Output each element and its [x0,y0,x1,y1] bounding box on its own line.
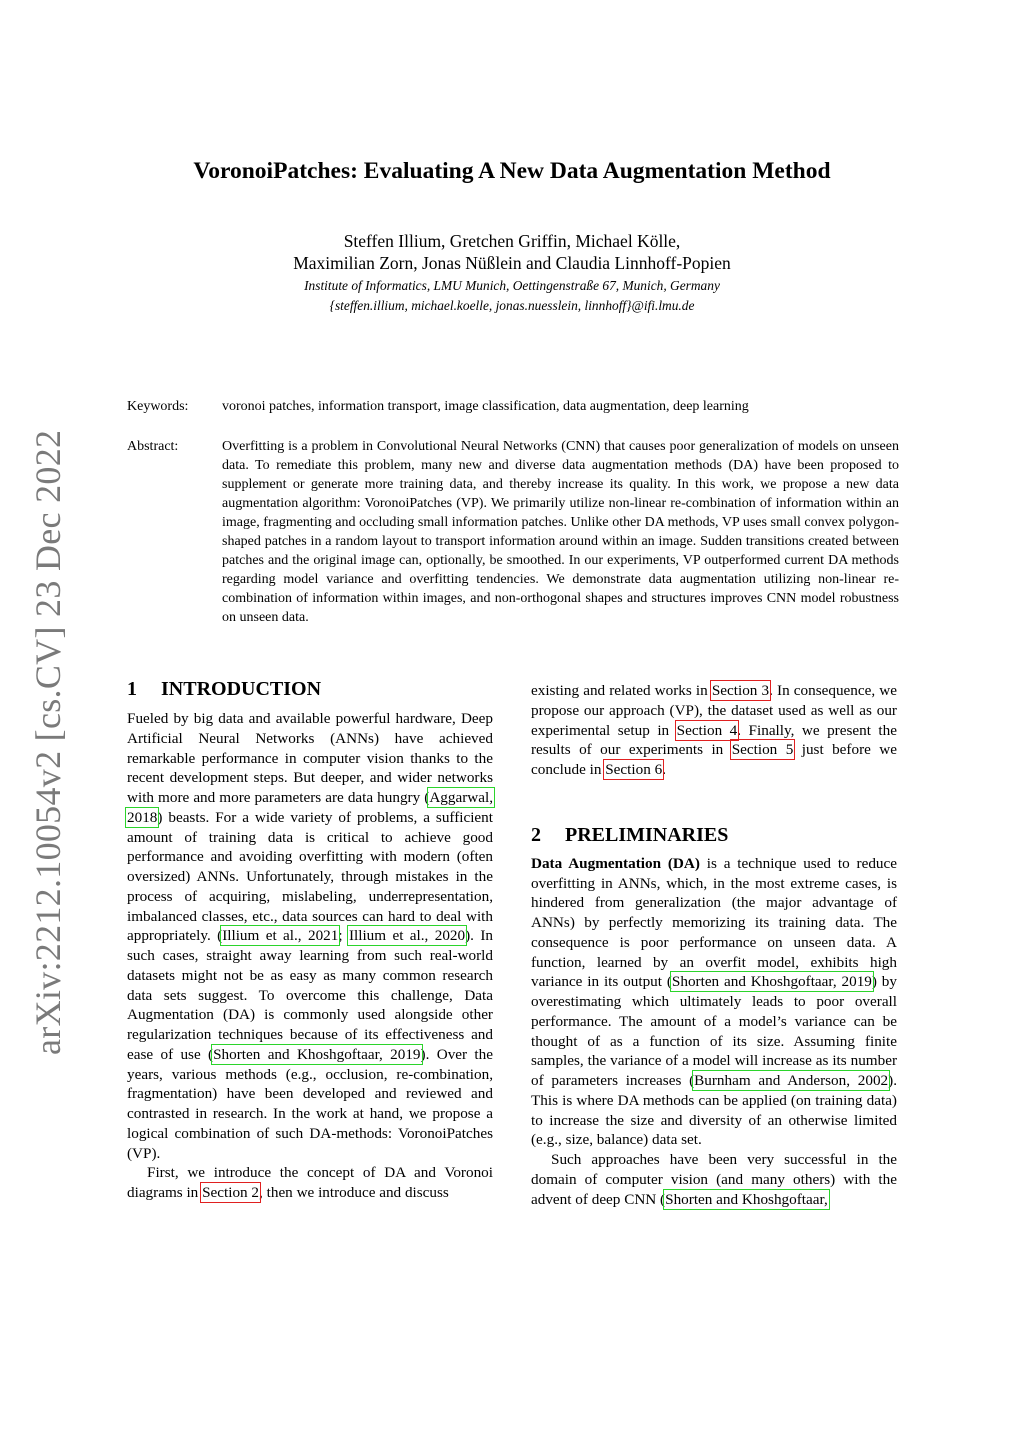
intro-paragraph-2-continued [531,681,897,780]
paragraph-text: Such approaches have been very successful in the domain of computer vision (and many others) with the advent of deep CNN ( [531,1151,897,1208]
paragraph-text: Fueled by big data and available powerful hardware, Deep Artificial Neural Networks (ANNs) have achieved remarkable performance in computer vision thanks to the recent development steps. But deeper, and wider networks with more and more parameters are data hungry ( [127,710,493,806]
authors-line-1: Steffen Illium, Gretchen Griffin, Michael Kölle, [343,231,681,251]
paragraph-text: ) beasts. For a wide variety of problems, a sufficient amount of training data is critical to achieve good performance and avoiding overfitting with modern (often oversized) ANNs. Unfortunately, through mistakes in the process of acquiring, mislabeling, underrepresentation, imbalanced classes, etc., data sources can hard to deal with appropriately. ( [127,808,493,945]
citation-link[interactable]: Shorten and Khoshgoftaar, 2019 [213,1045,421,1063]
author-list [100,230,924,274]
paragraph-text: is a technique used to reduce overfitting in ANNs, which, in the most extreme cases, is hindered from generalization (the major advantage of ANNs) by perfectly memorizing its training data. The consequence is poor performance on unseen data. A function, learned by an overfit model, exhibits high variance in its output ( [531,854,897,991]
authors-line-2: Maximilian Zorn, Jonas Nüßlein and Claudia Linnhoff-Popien [293,253,731,273]
affiliation: Institute of Informatics, LMU Munich, Oettingenstraße 67, Munich, Germany [304,278,720,293]
section-reference-link[interactable]: Section 6 [605,761,663,778]
section-title: PRELIMINARIES [565,823,729,846]
paragraph-text: , then we introduce and discuss [259,1184,449,1201]
paragraph-text: ) by overestimating which ultimately leads to poor overall performance. The amount of a model’s variance can be thought of as a function of its size. Assuming finite samples, the variance of a model will increase as its number of parameters increases ( [531,973,897,1089]
citation-link[interactable]: Shorten and Khoshgoftaar, 2019 [671,973,872,991]
citation-link[interactable]: Burnham and Anderson, 2002 [694,1072,889,1089]
right-column [531,681,897,1209]
section-title: INTRODUCTION [161,678,322,700]
paragraph-text: ). Over the years, various methods (e.g., occlusion, re-combination, fragmentation) have been developed and reviewed and contrasted in research. In the work at hand, we propose a logical combination of such DA-methods: VoronoiPatches (VP). [127,1045,493,1162]
abstract-label: Abstract: [127,439,179,454]
citation-link[interactable]: Illium et al., 2021 [222,927,339,945]
paragraph-text: . In consequence, we propose our approach (VP), the dataset used as well as our experimental setup in [531,682,897,739]
affiliation-block [100,276,924,316]
section-number: 2 [531,823,541,846]
citation-link[interactable]: Shorten and Khoshgoftaar, [665,1190,828,1208]
paragraph-text: ). This is where DA methods can be applied (on training data) to increase the size and diversity of an otherwise limited (e.g., size, balance) data set. [531,1072,897,1149]
defined-term: Data Augmentation (DA) [531,854,700,872]
arxiv-identifier-stamp: arXiv:2212.10054v2 [cs.CV] 23 Dec 2022 [28,429,68,1055]
paragraph-text: ). In such cases, straight away learning from such real-world datasets might not be as easy as many common research data sets suggest. To overcome this challenge, Data Augmentation (DA) is commonly used alongside other regularization techniques because of its effectiveness and ease of use ( [127,927,493,1063]
paragraph-text: existing and related works in [531,682,712,699]
citation-link[interactable]: Aggarwal, 2018 [127,789,493,826]
keywords-text: voronoi patches, information transport, image classification, data augmentation, deep learning [222,399,749,414]
paragraph-text: . [662,761,666,778]
section-reference-link[interactable]: Section 3 [711,682,770,699]
author-emails: {steffen.illium, michael.koelle, jonas.nuesslein, linnhoff}@ifi.lmu.de [329,298,695,313]
abstract-text: Overfitting is a problem in Convolutional Neural Networks (CNN) that causes poor generalization of models on unseen data. To remediate this problem, many new and diverse data augmentation methods (DA) have been proposed to supplement or generate more training data, and thereby increase its quality. In this work, we propose a new data augmentation algorithm: VoronoiPatches (VP). We primarily utilize non-linear re-combination of information within an image, fragmenting and occluding small information patches. Unlike other DA methods, VP uses small convex polygon-shaped patches in a random layout to transport information around within an image. Sudden transitions created between patches and the original image can, optionally, be smoothed. In our experiments, VP outperformed current DA methods regarding model variance and overfitting tendencies. We demonstrate data augmentation utilizing non-linear re-combination of information within images, and non-orthogonal shapes and structures improves CNN model robustness on unseen data. [222,439,899,625]
section-1-heading [127,676,493,702]
section-number: 1 [127,678,137,700]
section-reference-link[interactable]: Section 2 [202,1184,260,1201]
paragraph-text: ; [338,927,349,945]
section-reference-link[interactable]: Section 5 [731,741,794,759]
paragraph-text: First, we introduce the concept of DA and Voronoi diagrams in [127,1164,493,1201]
preliminaries-paragraph-2 [531,1150,897,1209]
keywords-label: Keywords: [127,399,189,414]
left-column [127,676,493,1203]
section-2-heading [531,822,897,848]
intro-paragraph-2-start [127,1163,493,1203]
paragraph-text: just before we conclude in [531,741,898,778]
intro-paragraph-1 [127,709,493,1163]
preliminaries-paragraph-1 [531,854,897,1150]
section-reference-link[interactable]: Section 4 [676,721,738,739]
citation-link[interactable]: Illium et al., 2020 [348,927,466,945]
paragraph-text: . Finally, we present the results of our experiments in [531,721,897,759]
paper-title: VoronoiPatches: Evaluating A New Data Augmentation Method [193,158,831,184]
